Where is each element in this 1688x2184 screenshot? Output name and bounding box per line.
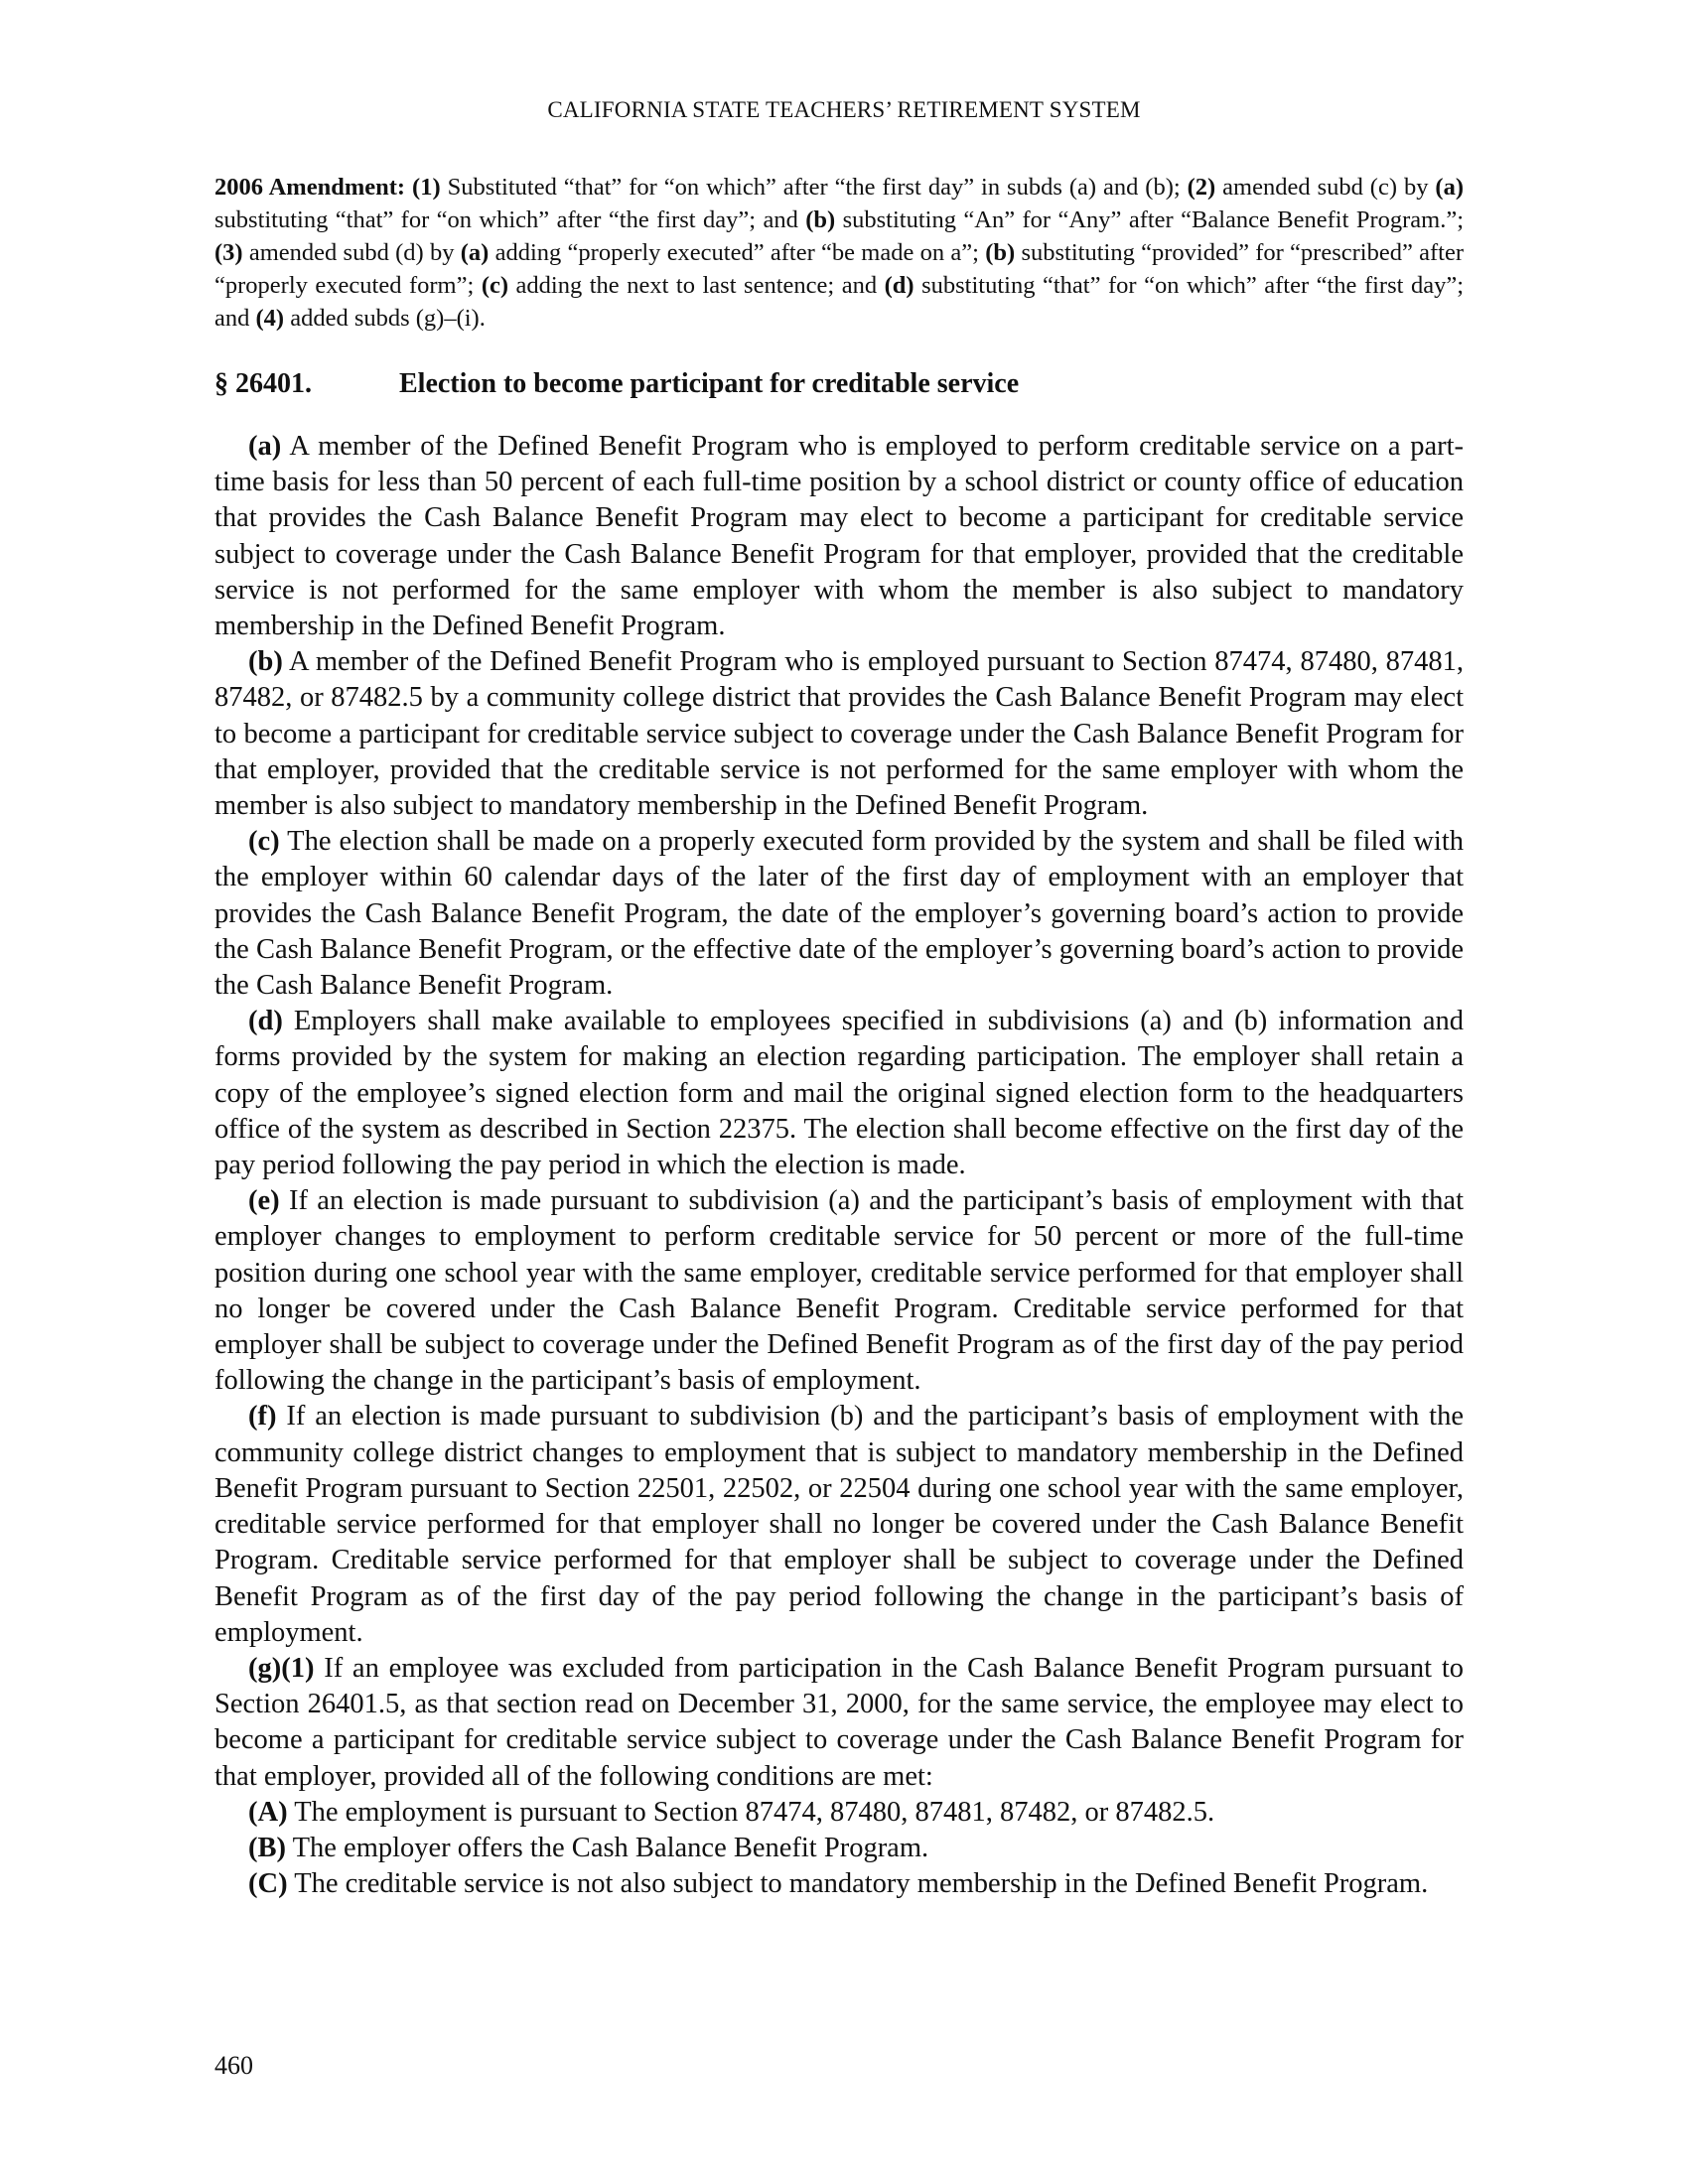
subdivision-mark: (a) bbox=[248, 431, 282, 462]
amendment-mark: (4) bbox=[255, 305, 285, 332]
subdivision-e bbox=[214, 1183, 1464, 1399]
subdivision-c bbox=[214, 824, 1464, 1004]
subdivision-text: Employers shall make available to employees specified in subdivisions (a) and (b) information and forms provided by the system for making an election regarding participation. The employer shall retain a copy of the employee’s signed election form and mail the original signed election form to the headquarters office of the system as described in Section 22375. The election shall become effective on the first day of the pay period following the pay period in which the election is made. bbox=[214, 1006, 1464, 1181]
amendment-text: Substituted “that” for “on which” after “the first day” in subds (a) and (b); bbox=[440, 174, 1188, 201]
subdivision-f bbox=[214, 1399, 1464, 1650]
amendment-text: amended subd (c) by bbox=[1215, 174, 1436, 201]
subdivision-g1 bbox=[214, 1651, 1464, 1795]
subdivision-mark: (e) bbox=[248, 1185, 280, 1217]
amendment-note bbox=[214, 171, 1464, 335]
amendment-mark: (d) bbox=[884, 272, 914, 299]
page-number: 460 bbox=[214, 2051, 253, 2080]
subdivision-text: The employment is pursuant to Section 87474, 87480, 87481, 87482, or 87482.5. bbox=[287, 1796, 1215, 1828]
subdivision-mark: (C) bbox=[248, 1868, 288, 1900]
running-header: CALIFORNIA STATE TEACHERS’ RETIREMENT SYSTEM bbox=[547, 97, 1141, 122]
subdivision-mark: (b) bbox=[248, 646, 283, 678]
subdivision-mark: (d) bbox=[248, 1006, 283, 1037]
subdivision-a bbox=[214, 429, 1464, 644]
amendment-mark: (b) bbox=[805, 206, 836, 233]
amendment-text: substituting “that” for “on which” after “the first day”; and bbox=[214, 206, 806, 233]
subdivision-mark: (f) bbox=[248, 1401, 277, 1433]
amendment-text: substituting “that” for “on which” after “the first day”; and bbox=[214, 272, 1465, 332]
amendment-mark: (b) bbox=[985, 239, 1016, 266]
subdivision-b bbox=[214, 644, 1464, 824]
amendment-text: added subds (g)–(i). bbox=[284, 305, 486, 332]
subdivision-text: The creditable service is not also subject to mandatory membership in the Defined Benefit Program. bbox=[287, 1868, 1429, 1900]
subdivision-text: A member of the Defined Benefit Program who is employed to perform creditable service on a part-time basis for less than 50 percent of each full-time position by a school district or county office of education that provides the Cash Balance Benefit Program may elect to become a participant for creditable service subject to coverage under the Cash Balance Benefit Program for that employer, provided that the creditable service is not performed for the same employer with whom the member is also subject to mandatory membership in the Defined Benefit Program. bbox=[214, 431, 1464, 642]
section-body bbox=[214, 429, 1464, 1902]
amendment-mark: (2) bbox=[1187, 174, 1216, 201]
subdivision-mark: (A) bbox=[248, 1796, 288, 1828]
amendment-mark: (3) bbox=[214, 239, 243, 266]
amendment-text: substituting “provided” for “prescribed” after “properly executed form”; bbox=[214, 239, 1464, 299]
amendment-label: 2006 Amendment: bbox=[214, 174, 406, 201]
subdivision-d bbox=[214, 1004, 1464, 1183]
section-number: § 26401. bbox=[214, 368, 312, 399]
subdivision-text: If an employee was excluded from participation in the Cash Balance Benefit Program pursuant to Section 26401.5, as that section read on December 31, 2000, for the same service, the employee may elect to become a participant for creditable service subject to coverage under the Cash Balance Benefit Program for that employer, provided all of the following conditions are met: bbox=[214, 1652, 1464, 1792]
amendment-mark: (1) bbox=[412, 174, 441, 201]
section-title: Election to become participant for creditable service bbox=[399, 368, 1020, 399]
subparagraph-B bbox=[214, 1831, 1464, 1866]
subdivision-text: The election shall be made on a properly executed form provided by the system and shall be filed with the employer within 60 calendar days of the later of the first day of employment with an employer that provides the Cash Balance Benefit Program, the date of the employer’s governing board’s action to provide the Cash Balance Benefit Program, or the effective date of the employer’s governing board’s action to provide the Cash Balance Benefit Program. bbox=[214, 826, 1464, 1002]
subdivision-mark: (g)(1) bbox=[248, 1652, 315, 1684]
amendment-text: substituting “An” for “Any” after “Balance Benefit Program.”; bbox=[835, 206, 1464, 233]
amendment-mark: (a) bbox=[460, 239, 490, 266]
subdivision-text: If an election is made pursuant to subdivision (a) and the participant’s basis of employment with that employer changes to employment to perform creditable service for 50 percent or more of the full-time position during one school year with the same employer, creditable service performed for that employer shall no longer be covered under the Cash Balance Benefit Program. Creditable service performed for that employer shall be subject to coverage under the Defined Benefit Program as of the first day of the pay period following the change in the participant’s basis of employment. bbox=[214, 1185, 1464, 1397]
subdivision-mark: (B) bbox=[248, 1832, 286, 1863]
amendment-mark: (a) bbox=[1435, 174, 1464, 201]
subdivision-mark: (c) bbox=[248, 826, 280, 858]
subdivision-text: A member of the Defined Benefit Program who is employed pursuant to Section 87474, 87480, 87481, 87482, or 87482.5 by a community college district that provides the Cash Balance Benefit Program may elect to become a participant for creditable service subject to coverage under the Cash Balance Benefit Program for that employer, provided that the creditable service is not performed for the same employer with whom the member is also subject to mandatory membership in the Defined Benefit Program. bbox=[214, 646, 1464, 822]
subdivision-text: The employer offers the Cash Balance Benefit Program. bbox=[286, 1832, 929, 1863]
amendment-mark: (c) bbox=[481, 272, 509, 299]
subparagraph-C bbox=[214, 1866, 1464, 1902]
section-heading bbox=[214, 368, 1464, 400]
amendment-text: adding “properly executed” after “be made on a”; bbox=[489, 239, 986, 266]
amendment-text: amended subd (d) by bbox=[242, 239, 461, 266]
subparagraph-A bbox=[214, 1795, 1464, 1831]
amendment-text: adding the next to last sentence; and bbox=[508, 272, 885, 299]
subdivision-text: If an election is made pursuant to subdivision (b) and the participant’s basis of employment with the community college district changes to employment that is subject to mandatory membership in the Defined Benefit Program pursuant to Section 22501, 22502, or 22504 during one school year with the same employer, creditable service performed for that employer shall no longer be covered under the Cash Balance Benefit Program. Creditable service performed for that employer shall be subject to coverage under the Defined Benefit Program as of the first day of the pay period following the change in the participant’s basis of employment. bbox=[214, 1401, 1464, 1648]
